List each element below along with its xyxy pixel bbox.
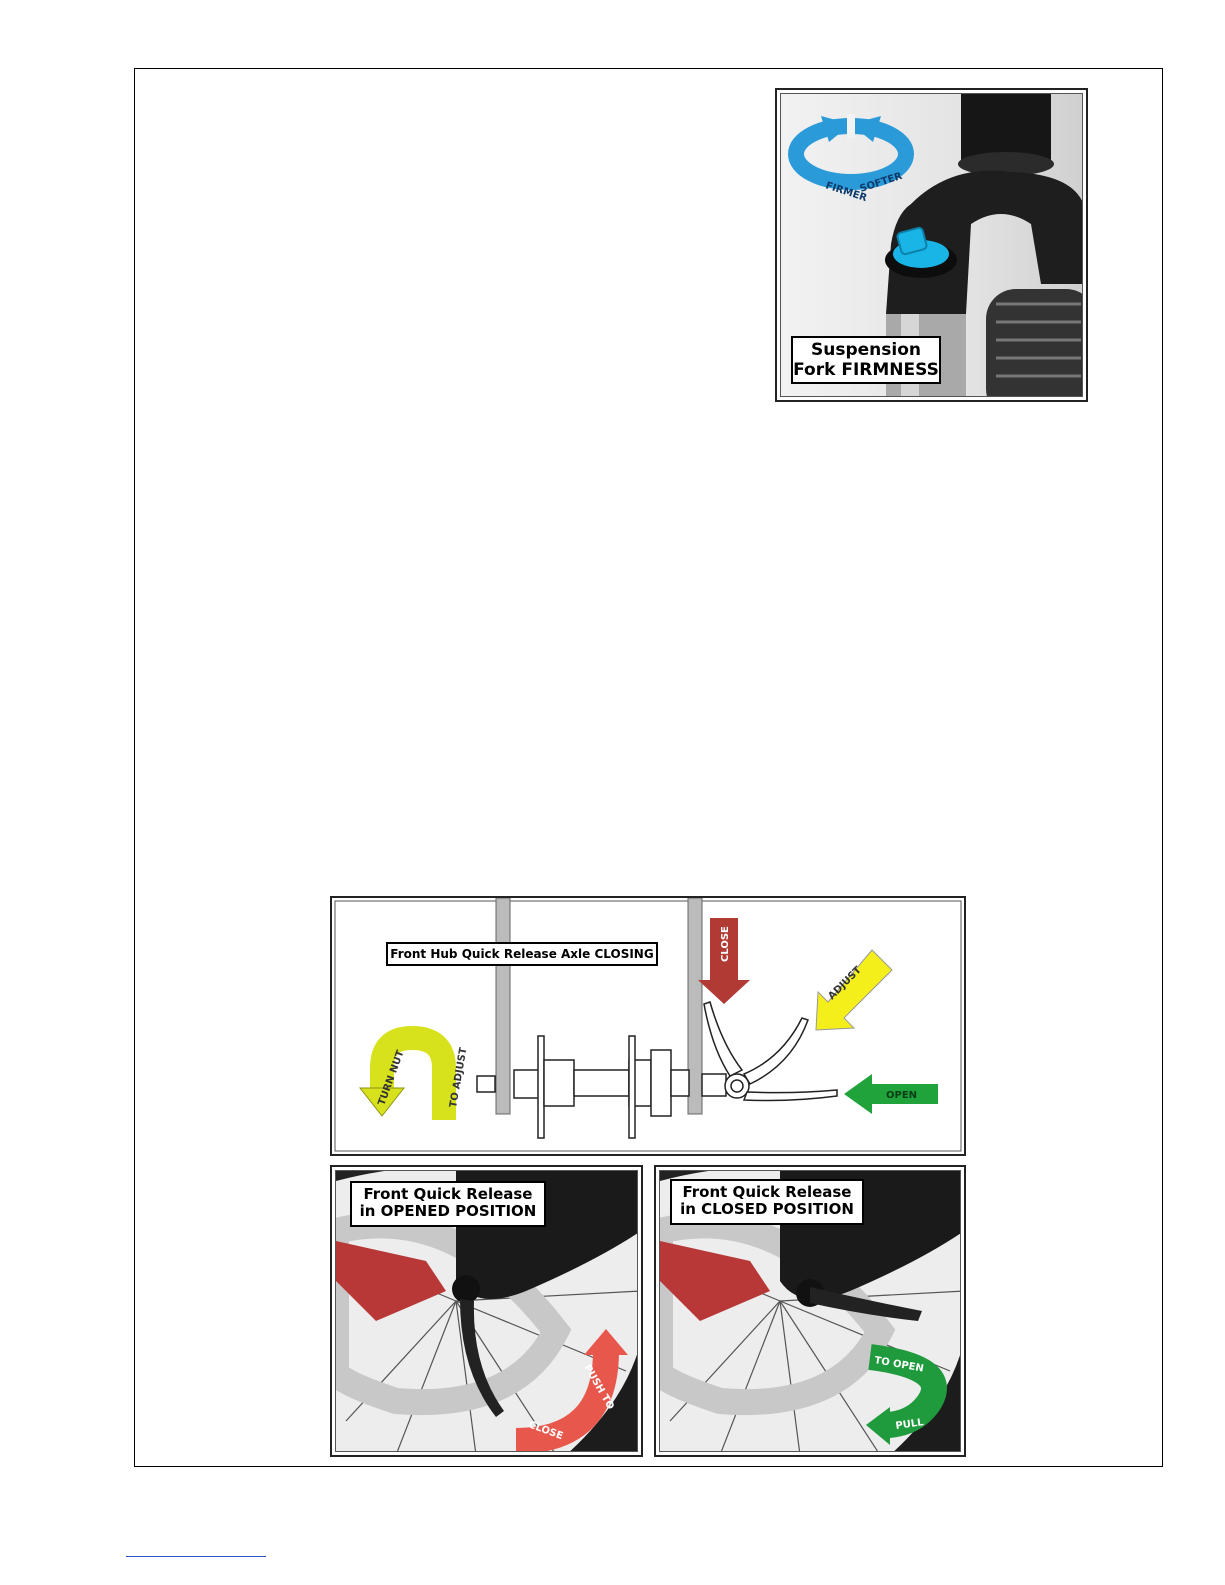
firmer-arrow-label: FIRMER (824, 180, 869, 205)
hub-diagram (330, 896, 966, 1156)
adjust-arrow-label: ADJUST (826, 964, 864, 1003)
opened-caption-line2: in OPENED POSITION (359, 1202, 537, 1221)
hub-diagram-title-text: Front Hub Quick Release Axle CLOSING (390, 947, 654, 961)
closed-caption-line2: in CLOSED POSITION (680, 1200, 854, 1219)
fork-caption (791, 336, 941, 384)
quick-release-opened-photo (330, 1165, 643, 1457)
opened-caption-line1: Front Quick Release (363, 1185, 533, 1203)
hub-diagram-title (386, 942, 658, 966)
footer-link-underline (126, 1556, 266, 1557)
fork-caption-line2: Fork FIRMNESS (793, 359, 939, 380)
closed-caption (670, 1179, 864, 1225)
pull-label: PULL (894, 1417, 925, 1432)
push-to-label: PUSH TO (581, 1363, 616, 1412)
to-open-label: TO OPEN (873, 1355, 925, 1375)
closed-caption-line1: Front Quick Release (682, 1183, 852, 1201)
open-arrow-label: OPEN (886, 1090, 918, 1101)
turn-nut-label: TURN NUT (376, 1048, 407, 1108)
softer-arrow-label: SOFTER (858, 170, 904, 195)
close-arrow-label: CLOSE (720, 926, 731, 962)
close-label: CLOSE (526, 1419, 565, 1443)
to-adjust-label: TO ADJUST (448, 1046, 470, 1109)
fork-caption-line1: Suspension (811, 340, 921, 360)
suspension-fork-figure (775, 88, 1088, 402)
opened-caption (350, 1181, 546, 1227)
quick-release-closed-photo (654, 1165, 966, 1457)
